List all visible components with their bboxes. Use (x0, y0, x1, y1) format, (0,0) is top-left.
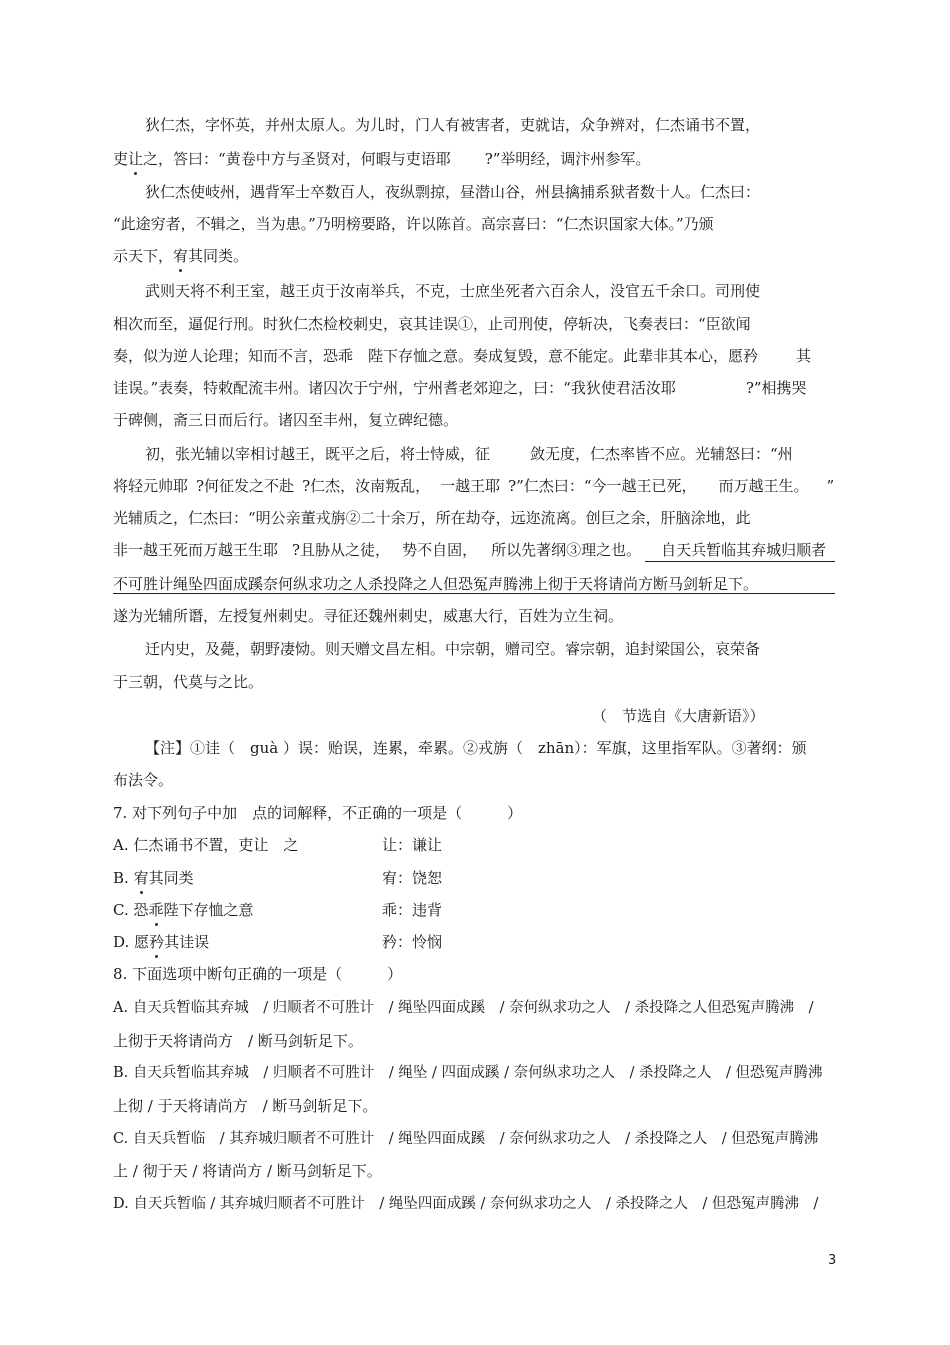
emphasis-dot-word: 乖 (148, 901, 164, 919)
option-text: 其诖误 (164, 933, 210, 951)
text: 示天下， (113, 247, 174, 265)
passage-line: 狄仁杰，字怀英，并州太原人。为儿时，门人有被害者，吏就诘，众争辨对，仁杰诵书不置， (145, 116, 761, 134)
option-text: 愿 (134, 933, 150, 951)
annotation-note: 【注】①诖（ guà ）误：贻误，连累，牵累。②戎旃（ zhān）：军旗，这里指军队。③著纲：颁 (145, 739, 807, 757)
q7-option-a (113, 835, 298, 855)
q7-option-a-gloss: 让：谦让 (382, 836, 443, 854)
passage-line (145, 444, 793, 464)
passage-line (113, 246, 248, 266)
emphasis-dot-word: 矜 (149, 933, 165, 951)
passage-line (113, 346, 811, 366)
q8-option-c: C. 自天兵暂临 / 其弃城归顺者不可胜计 / 绳坠四面成蹊 / 奈何纵求功之人 / 杀投降之人 / 但恐冤声腾沸 (113, 1131, 819, 1147)
page-number: 3 (828, 1253, 837, 1268)
passage-line: 相次而至，逼促行刑。时狄仁杰检校刺史，哀其诖误①，止司刑使，停斩决，飞奏表曰：“臣欲闻 (113, 315, 751, 333)
text: ?仁杰，汝南叛乱， (302, 477, 431, 495)
text: 吏 (113, 150, 129, 168)
passage-line (113, 378, 807, 398)
underline (113, 593, 835, 594)
passage-line (113, 149, 650, 169)
text: 所以先著纲③理之也。 (491, 541, 642, 559)
emphasis-dot-word: 宥 (133, 869, 149, 887)
text: 初，张光辅以宰相讨越王，既平之后，将士恃威，征 (145, 445, 491, 463)
text: ?”举明经，调汴州参军。 (484, 150, 651, 168)
text: 将轻元帅耶 (113, 477, 189, 495)
option-letter: D. (113, 933, 130, 951)
text: 奏，似为逆人论理；知而不言，恐乖 (113, 347, 354, 365)
option-text: 仁杰诵书不置，吏让 (133, 836, 269, 854)
passage-line: 于碑侧，斋三日而后行。诸囚至丰州，复立碑纪德。 (113, 411, 459, 429)
q7-option-d (113, 932, 209, 952)
q7-option-c (113, 900, 254, 920)
emphasis-dot-word: 宥 (173, 247, 189, 265)
q8-option-c-cont: 上 / 彻于天 / 将请尚方 / 断马剑斩足下。 (113, 1162, 382, 1180)
text: 一越王耶 (440, 477, 501, 495)
text: 诖误。”表奏，特敕配流丰州。诸囚次于宁州，宁州耆老郊迎之，曰：“我狄使君活汝耶 (113, 379, 676, 397)
q7-option-c-gloss: 乖：违背 (382, 901, 443, 919)
option-letter: C. (113, 901, 129, 919)
q7-option-b (113, 868, 194, 888)
underlined-text: 自天兵暂临其弃城归顺者 (661, 541, 827, 559)
text: 势不自固， (402, 541, 478, 559)
option-letter: B. (113, 869, 129, 887)
question-8-stem: 8. 下面选项中断句正确的一项是（ ） (113, 965, 403, 983)
text: 敛无度，仁杰率皆不应。光辅怒曰：“州 (530, 445, 793, 463)
passage-line: 武则天将不利王室，越王贞于汝南举兵，不克，士庶坐死者六百余人，没官五千余口。司刑使 (145, 282, 761, 300)
text: 而万越王生。 (718, 477, 809, 495)
question-7-stem: 7. 对下列句子中加 点的词解释，不正确的一项是（ ） (113, 804, 523, 822)
q8-option-d: D. 自天兵暂临 / 其弃城归顺者不可胜计 / 绳坠四面成蹊 / 奈何纵求功之人 / 杀投降之人 / 但恐冤声腾沸 / (113, 1196, 819, 1212)
emphasis-dot-word: 让 (128, 150, 144, 168)
text: ?”相携哭 (745, 379, 807, 397)
passage-line: “此途穷者，不辑之，当为患。”乃明榜要路，许以陈首。高宗喜曰：“仁杰识国家大体。”乃颁 (113, 215, 714, 233)
option-letter: A. (113, 836, 129, 854)
underlined-sentence: 不可胜计绳坠四面成蹊奈何纵求功之人杀投降之人但恐冤声腾沸上彻于天将请尚方断马剑斩足下。 (113, 575, 759, 593)
q8-option-b-cont: 上彻 / 于天将请尚方 / 断马剑斩足下。 (113, 1097, 378, 1115)
passage-line: 光辅质之，仁杰曰：“明公亲董戎旃②二十余万，所在劫夺，远迩流离。创巨之余，肝脑涂地，此 (113, 509, 751, 527)
option-text: 之 (268, 836, 299, 854)
text: ?且胁从之徒， (292, 541, 391, 559)
q7-option-d-gloss: 矜：怜悯 (382, 933, 443, 951)
underline (645, 561, 835, 562)
text: 之，答曰：“黄卷中方与圣贤对，何暇与吏语耶 (143, 150, 451, 168)
passage-line: 遂为光辅所谮，左授复州刺史。寻征还魏州刺史，威惠大行，百姓为立生祠。 (113, 607, 624, 625)
option-text: 恐 (133, 901, 149, 919)
passage-line: 狄仁杰使岐州，遇背军士卒数百人，夜纵剽掠，昼潜山谷，州县擒捕系狱者数十人。仁杰曰： (145, 183, 761, 201)
q8-option-b: B. 自天兵暂临其弃城 / 归顺者不可胜计 / 绳坠 / 四面成蹊 / 奈何纵求功之人 / 杀投降之人 / 但恐冤声腾沸 (113, 1065, 823, 1081)
passage-line (113, 476, 834, 496)
passage-line: 迁内史，及薨，朝野凄恸。则天赠文昌左相。中宗朝，赠司空。睿宗朝，追封梁国公，哀荣备 (145, 640, 761, 658)
option-text: 陛下存恤之意 (163, 901, 254, 919)
q8-option-a: A. 自天兵暂临其弃城 / 归顺者不可胜计 / 绳坠四面成蹊 / 奈何纵求功之人 / 杀投降之人但恐冤声腾沸 / (113, 1000, 814, 1016)
text: ?何征发之不赴 (196, 477, 295, 495)
text: 非一越王死而万越王生耶 (113, 541, 279, 559)
text: ?”仁杰曰：“今一越王已死， (508, 477, 697, 495)
text: 陛下存恤之意。奏成复毁，意不能定。此辈非其本心，愿矜 (368, 347, 759, 365)
text: 其 (796, 347, 812, 365)
source-citation: （ 节选自《大唐新语》） (592, 707, 765, 725)
text: ” (826, 477, 835, 495)
passage-line: 于三朝，代莫与之比。 (113, 673, 264, 691)
passage-line (113, 540, 826, 560)
text: 其同类。 (188, 247, 249, 265)
q8-option-a-cont: 上彻于天将请尚方 / 断马剑斩足下。 (113, 1032, 363, 1050)
annotation-note: 布法令。 (113, 771, 174, 789)
q7-option-b-gloss: 宥：饶恕 (382, 869, 443, 887)
option-text: 其同类 (148, 869, 194, 887)
